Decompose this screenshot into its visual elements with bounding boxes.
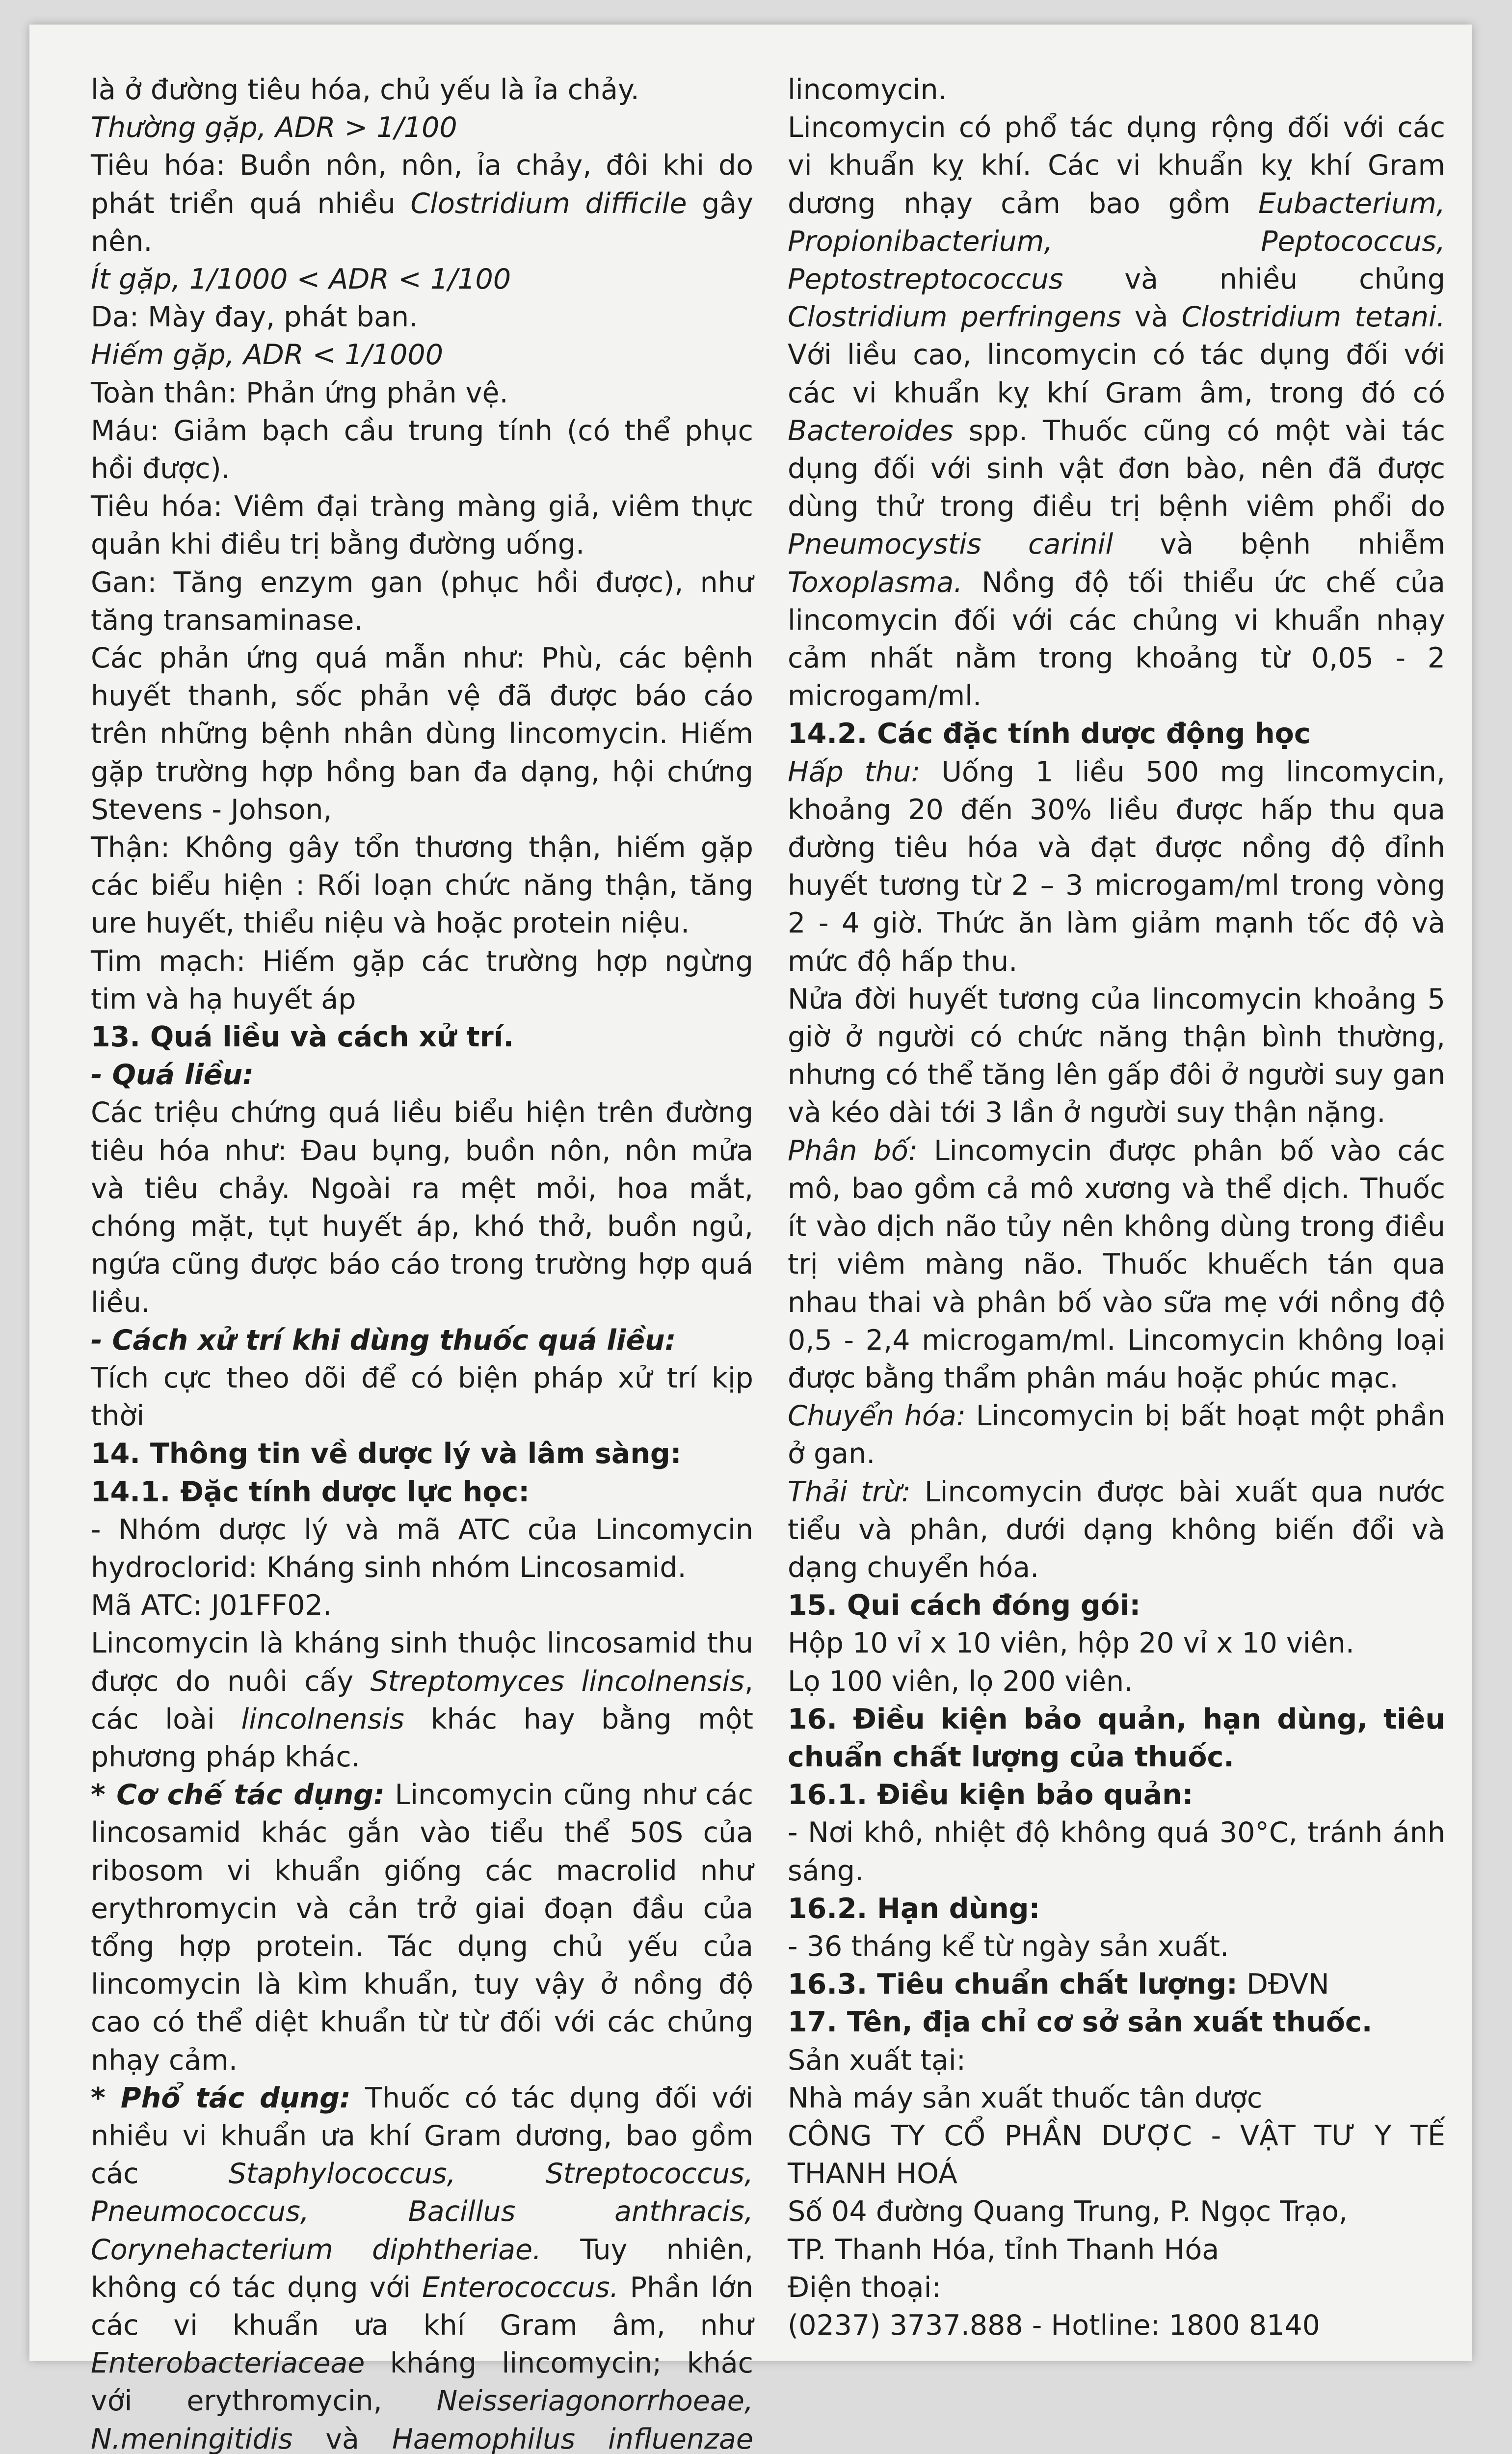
section-heading: 14. Thông tin về dược lý và lâm sàng: (91, 1438, 682, 1470)
right-paragraph (788, 1397, 1445, 1473)
right-paragraph (788, 981, 1445, 1132)
text-run: Sản xuất tại: (788, 2044, 966, 2077)
text-run: và (1121, 301, 1182, 334)
right-paragraph (788, 1663, 1445, 1701)
left-paragraph (91, 298, 753, 336)
text-run: Thường gặp, ADR > 1/100 (91, 111, 457, 144)
text-run: Da: Mày đay, phát ban. (91, 301, 418, 334)
text-run: Hiếm gặp, ADR < 1/1000 (91, 339, 443, 372)
text-run: Neisseriagonorrhoeae, N.meningitidis (91, 2385, 753, 2454)
right-paragraph (788, 2193, 1445, 2231)
text-run: DĐVN (1237, 1968, 1329, 2001)
right-paragraph (788, 2269, 1445, 2307)
section-heading: 13. Quá liều và cách xử trí. (91, 1021, 514, 1054)
text-run: Mã ATC: J01FF02. (91, 1589, 332, 1622)
text-run: , các loài (91, 1665, 753, 1735)
section-heading: 17. Tên, địa chỉ cơ sở sản xuất thuốc. (788, 2006, 1373, 2039)
text-run: Clostridium difficile (410, 187, 687, 220)
text-run: Thải trừ: (788, 1475, 911, 1508)
left-paragraph (91, 943, 753, 1018)
text-run: Clostridium tetani. (1181, 301, 1445, 334)
text-run: Staphylococcus, Streptococcus, Pneumococcus, Bacillus anthracis, Corynehacterium diphtheriae. (91, 2158, 753, 2266)
right-paragraph (788, 2003, 1445, 2041)
left-paragraph (91, 1587, 753, 1625)
right-paragraph (788, 71, 1445, 109)
right-paragraph (788, 2307, 1445, 2345)
text-run: Các phản ứng quá mẫn như: Phù, các bệnh huyết thanh, sốc phản vệ đã được báo cáo trên những bệnh nhân dùng lincomycin. Hiếm gặp trường hợp hồng ban đa dạng, hội chứng Stevens - Johson, (91, 642, 753, 826)
left-column (91, 71, 753, 2454)
text-run: kháng lincomycin; khác với erythromycin, (91, 2347, 753, 2418)
text-run: lincolnensis (241, 1703, 404, 1735)
right-paragraph (788, 1890, 1445, 1928)
right-paragraph (788, 1966, 1445, 2003)
section-heading: 15. Qui cách đóng gói: (788, 1589, 1141, 1622)
text-run: và nhiều chủng (1063, 263, 1445, 296)
text-run: Gan: Tăng enzym gan (phục hồi được), như tăng transaminase. (91, 566, 753, 637)
text-run: là ở đường tiêu hóa, chủ yếu là ỉa chảy. (91, 74, 639, 106)
text-run: Clostridium perfringens (788, 301, 1121, 334)
right-paragraph (788, 109, 1445, 715)
right-paragraph (788, 2231, 1445, 2269)
section-heading: 14.2. Các đặc tính dược động học (788, 718, 1311, 750)
text-run: Tuy nhiên, không có tác dụng với (91, 2233, 753, 2304)
right-paragraph (788, 1473, 1445, 1587)
text-run: khác hay bằng một phương pháp khác. (91, 1703, 753, 1773)
left-paragraph (91, 1056, 753, 1094)
text-run: * Cơ chế tác dụng: (91, 1779, 385, 1812)
left-paragraph (91, 1625, 753, 1776)
text-run: Pneumocystis carinil (788, 528, 1114, 561)
text-run: - Cách xử trí khi dùng thuốc quá liều: (91, 1324, 676, 1357)
right-paragraph (788, 1928, 1445, 1966)
left-paragraph (91, 71, 753, 109)
left-paragraph (91, 1018, 753, 1056)
text-run: Tiêu hóa: Buồn nôn, nôn, ỉa chảy, đôi khi do phát triển quá nhiều (91, 149, 753, 220)
text-run: Nhà máy sản xuất thuốc tân dược (788, 2081, 1263, 2114)
text-run: CÔNG TY CỔ PHẦN DƯỢC - VẬT TƯ Y TẾ THANH HOÁ (788, 2119, 1445, 2190)
left-paragraph (91, 374, 753, 412)
right-paragraph (788, 1132, 1445, 1397)
right-paragraph (788, 1701, 1445, 1776)
right-paragraph (788, 2042, 1445, 2080)
text-run: Thận: Không gây tổn thương thận, hiếm gặp các biểu hiện : Rối loạn chức năng thận, tăng ure huyết, thiểu niệu và hoặc protein niệu. (91, 831, 753, 940)
text-run: (0237) 3737.888 - Hotline: 1800 8140 (788, 2309, 1320, 2342)
right-paragraph (788, 1814, 1445, 1890)
text-run: - Nhóm dược lý và mã ATC của Lincomycin hydroclorid: Kháng sinh nhóm Lincosamid. (91, 1513, 753, 1584)
section-heading: 16. Điều kiện bảo quản, hạn dùng, tiêu chuẩn chất lượng của thuốc. (788, 1703, 1445, 1773)
text-run: Lincomycin được phân bố vào các mô, bao gồm cả mô xương và thể dịch. Thuốc ít vào dịch não tủy nên không dùng trong điều trị viêm màng não. Thuốc khuếch tán qua nhau thai và phân bố vào sữa mẹ với nồng độ 0,5 - 2,4 microgam/ml. Lincomycin không loại được bằng thẩm phân máu hoặc phúc mạc. (788, 1134, 1445, 1394)
text-run: Chuyển hóa: (788, 1400, 966, 1433)
text-run: Enterococcus. (422, 2271, 619, 2304)
left-paragraph (91, 1435, 753, 1473)
text-run: Haemophilus influenzae (392, 2423, 753, 2454)
text-run: Toxoplasma. (788, 566, 963, 599)
right-paragraph (788, 753, 1445, 981)
text-run: - Quá liều: (91, 1059, 254, 1092)
left-paragraph (91, 1511, 753, 1587)
left-paragraph (91, 564, 753, 640)
text-run: Điện thoại: (788, 2271, 941, 2304)
left-paragraph (91, 109, 753, 147)
text-run: Lincomycin có phổ tác dụng rộng đối với các vi khuẩn kỵ khí. Các vi khuẩn kỵ khí Gram dương nhạy cảm bao gồm (788, 111, 1445, 220)
text-run: Máu: Giảm bạch cầu trung tính (có thể phục hồi được). (91, 414, 753, 485)
text-run: TP. Thanh Hóa, tỉnh Thanh Hóa (788, 2233, 1220, 2266)
right-paragraph (788, 1625, 1445, 1662)
text-run: Phân bố: (788, 1134, 918, 1167)
left-paragraph (91, 488, 753, 563)
text-run: gây nên. (91, 187, 753, 258)
left-paragraph (91, 640, 753, 829)
right-paragraph (788, 1587, 1445, 1625)
text-run: Uống 1 liều 500 mg lincomycin, khoảng 20 đến 30% liều được hấp thu qua đường tiêu hóa và đạt được nồng độ đỉnh huyết tương từ 2 – 3 microgam/ml trong vòng 2 - 4 giờ. Thức ăn làm giảm mạnh tốc độ và mức độ hấp thu. (788, 755, 1445, 978)
section-heading: 14.1. Đặc tính dược lực học: (91, 1475, 530, 1508)
text-run: Tim mạch: Hiếm gặp các trường hợp ngừng tim và hạ huyết áp (91, 945, 753, 1015)
right-paragraph (788, 715, 1445, 753)
text-run: - 36 tháng kể từ ngày sản xuất. (788, 1930, 1229, 1963)
left-paragraph (91, 1322, 753, 1360)
text-run: Với liều cao, lincomycin có tác dụng đối với các vi khuẩn kỵ khí Gram âm, trong đó có (788, 339, 1445, 409)
left-paragraph (91, 412, 753, 488)
text-run: lincomycin. (788, 74, 947, 106)
left-paragraph (91, 829, 753, 943)
text-run: Nửa đời huyết tương của lincomycin khoảng 5 giờ ở người có chức năng thận bình thường, nhưng có thể tăng lên gấp đôi ở người suy gan và kéo dài tới 3 lần ở người suy thận nặng. (788, 983, 1445, 1129)
text-run: Lọ 100 viên, lọ 200 viên. (788, 1665, 1133, 1698)
left-paragraph (91, 261, 753, 298)
text-run: Enterobacteriaceae (91, 2347, 365, 2380)
text-run: Lincomycin được bài xuất qua nước tiểu và phân, dưới dạng không biến đổi và dạng chuyển hóa. (788, 1475, 1445, 1584)
right-paragraph (788, 1776, 1445, 1814)
text-run: Tích cực theo dõi để có biện pháp xử trí kịp thời (91, 1361, 753, 1433)
text-run: Phần lớn các vi khuẩn ưa khí Gram âm, như (91, 2271, 753, 2342)
text-run: Lincomycin cũng như các lincosamid khác gắn vào tiểu thể 50S của ribosom vi khuẩn giống các macrolid như erythromycin và cản trở giai đoạn đầu của tổng hợp protein. Tác dụng chủ yếu của lincomycin là kìm khuẩn, tuy vậy ở nồng độ cao có thể diệt khuẩn từ từ đối với các chủng nhạy cảm. (91, 1779, 753, 2077)
text-run: Ít gặp, 1/1000 < ADR < 1/100 (91, 263, 511, 296)
text-run: Hộp 10 vỉ x 10 viên, hộp 20 vỉ x 10 viên. (788, 1627, 1354, 1660)
section-heading: 16.3. Tiêu chuẩn chất lượng: (788, 1968, 1238, 2001)
section-heading: 16.1. Điều kiện bảo quản: (788, 1779, 1194, 1812)
left-paragraph (91, 1473, 753, 1511)
text-run: và bệnh nhiễm (1113, 528, 1446, 561)
text-run: * Phổ tác dụng: (91, 2081, 351, 2114)
text-run: Hấp thu: (788, 755, 921, 788)
leaflet-page (29, 25, 1472, 2454)
text-run: - Nơi khô, nhiệt độ không quá 30°C, tránh ánh sáng. (788, 1816, 1445, 1887)
right-paragraph (788, 2080, 1445, 2117)
text-run: Số 04 đường Quang Trung, P. Ngọc Trạo, (788, 2195, 1348, 2228)
text-run: Bacteroides (788, 414, 954, 447)
text-run: Thuốc có tác dụng đối với nhiều vi khuẩn ưa khí Gram dương, bao gồm các (91, 2081, 753, 2190)
text-run: và (292, 2423, 392, 2454)
left-paragraph (91, 1776, 753, 2080)
text-run: Nồng độ tối thiểu ức chế của lincomycin đối với các chủng vi khuẩn nhạy cảm nhất nằm trong khoảng từ 0,05 - 2 microgam/ml. (788, 566, 1445, 713)
right-paragraph (788, 2117, 1445, 2193)
text-run: Eubacterium, Propionibacterium, Peptococcus, Peptostreptococcus (788, 187, 1445, 296)
left-paragraph (91, 2080, 753, 2454)
section-heading: 16.2. Hạn dùng: (788, 1892, 1040, 1925)
text-run: Streptomyces lincolnensis (370, 1665, 744, 1698)
text-run: Các triệu chứng quá liều biểu hiện trên đường tiêu hóa như: Đau bụng, buồn nôn, nôn mửa và tiêu chảy. Ngoài ra mệt mỏi, hoa mắt, chóng mặt, tụt huyết áp, khó thở, buồn ngủ, ngứa cũng được báo cáo trong trường hợp quá liều. (91, 1096, 753, 1319)
text-run: Lincomycin bị bất hoạt một phần ở gan. (788, 1400, 1445, 1470)
left-paragraph (91, 336, 753, 374)
left-paragraph (91, 1094, 753, 1321)
left-paragraph (91, 1360, 753, 1435)
left-paragraph (91, 147, 753, 261)
text-run: Toàn thân: Phản ứng phản vệ. (91, 376, 508, 409)
right-column (788, 71, 1445, 2345)
text-run: spp. Thuốc cũng có một vài tác dụng đối với sinh vật đơn bào, nên đã được dùng thử trong điều trị bệnh viêm phổi do (788, 414, 1445, 523)
text-run: Tiêu hóa: Viêm đại tràng màng giả, viêm thực quản khi điều trị bằng đường uống. (91, 490, 753, 561)
text-run: Lincomycin là kháng sinh thuộc lincosamid thu được do nuôi cấy (91, 1627, 753, 1698)
